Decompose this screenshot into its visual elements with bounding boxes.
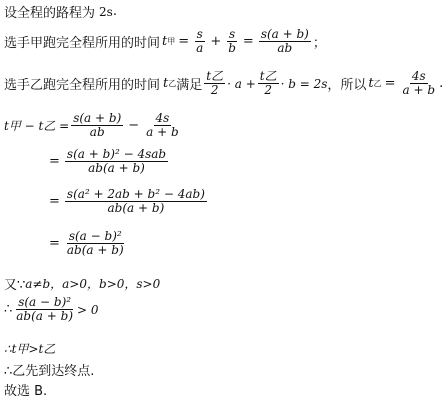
denominator: ab(a + b) [66, 243, 124, 257]
equals: = [49, 194, 60, 209]
text-because: 又∵ [4, 278, 26, 293]
fraction-positive [14, 296, 75, 323]
period: . [439, 76, 443, 91]
line-difference [4, 112, 183, 139]
equals: = [178, 34, 190, 49]
numerator: s(a² + 2ab + b² − 4ab) [66, 187, 205, 201]
minus: − [128, 118, 140, 133]
period: . [112, 4, 117, 19]
fraction-t-over-2 [258, 70, 279, 97]
fraction-step-2 [65, 148, 168, 175]
denominator: ab(a + b) [107, 201, 165, 215]
math-compare: ∴t甲>t乙 [4, 342, 56, 356]
denominator: a [196, 41, 204, 55]
line-jia-time [4, 28, 326, 55]
fraction-yi [144, 112, 181, 139]
line-step-2 [46, 148, 170, 175]
denominator: a + b [146, 125, 179, 139]
text-so: ，所以 [327, 78, 367, 93]
fraction-t-over-2 [204, 70, 225, 97]
denominator: ab [89, 125, 105, 139]
var-t: t [368, 76, 374, 91]
equals: = [384, 76, 396, 91]
denominator: 2 [264, 83, 272, 97]
fraction-s-over-a [194, 28, 205, 55]
fraction-jia-result [259, 28, 311, 55]
text-satisfy: 满足 [176, 78, 203, 93]
line-conclusion [4, 360, 94, 379]
fraction-step-4 [65, 230, 126, 257]
numerator: s(a + b) [260, 27, 309, 41]
math-2s: 2s [99, 4, 113, 19]
sub-yi: 乙 [373, 79, 382, 88]
denominator: ab [277, 41, 293, 55]
fraction-s-over-b [226, 28, 238, 55]
fraction-4s-over-a-plus-b [401, 70, 438, 97]
denominator: b [228, 41, 236, 55]
denominator: ab(a + b) [16, 309, 73, 323]
text-yi-time: 选手乙跑完全程所用的时间 [4, 78, 161, 93]
line-conditions [4, 274, 160, 293]
var-t: t [162, 34, 168, 49]
var-t: t [163, 76, 169, 91]
numerator: s [196, 27, 203, 41]
line-answer [4, 380, 47, 399]
line-compare [4, 340, 55, 357]
math-conditions: a≠b，a>0，b>0，s>0 [25, 277, 161, 291]
text-total-distance: 设全程的路程为 [4, 6, 96, 21]
numerator: 4s [411, 69, 426, 83]
term-b-equals: · b = 2s [280, 76, 328, 91]
therefore-symbol: ∴ [4, 302, 13, 317]
equals: = [49, 154, 60, 169]
numerator: s(a + b) [73, 111, 122, 125]
denominator: a + b [402, 83, 436, 97]
text-conclusion: ∴乙先到达终点. [4, 364, 95, 379]
line-total-distance [4, 2, 117, 21]
sub-yi: 乙 [168, 79, 177, 88]
text-jia-time: 选手甲跑完全程所用的时间 [4, 36, 161, 51]
numerator: s(a + b)² − 4sab [66, 147, 167, 161]
numerator: t乙 [206, 69, 224, 83]
greater-than-zero: > 0 [77, 302, 99, 317]
text-answer: 故选 B. [4, 384, 48, 399]
line-step-3 [46, 188, 209, 215]
denominator: ab(a + b) [88, 161, 145, 175]
sub-jia: 甲 [167, 37, 176, 46]
numerator: s [228, 27, 236, 41]
fraction-step-3 [65, 188, 207, 215]
fraction-jia [71, 112, 123, 139]
numerator: t乙 [259, 69, 277, 83]
numerator: s(a − b)² [68, 229, 122, 243]
line-yi-time [4, 70, 443, 97]
numerator: 4s [155, 111, 170, 125]
equals: = [242, 34, 254, 49]
lhs-difference: t甲 − t乙 = [4, 119, 70, 133]
numerator: s(a − b)² [18, 295, 72, 309]
semicolon: ； [312, 36, 326, 51]
equals: = [49, 236, 60, 251]
line-step-4 [46, 230, 128, 257]
plus: + [210, 34, 222, 49]
denominator: 2 [210, 83, 219, 97]
term-a: · a + [227, 76, 256, 91]
line-positive [4, 296, 99, 323]
